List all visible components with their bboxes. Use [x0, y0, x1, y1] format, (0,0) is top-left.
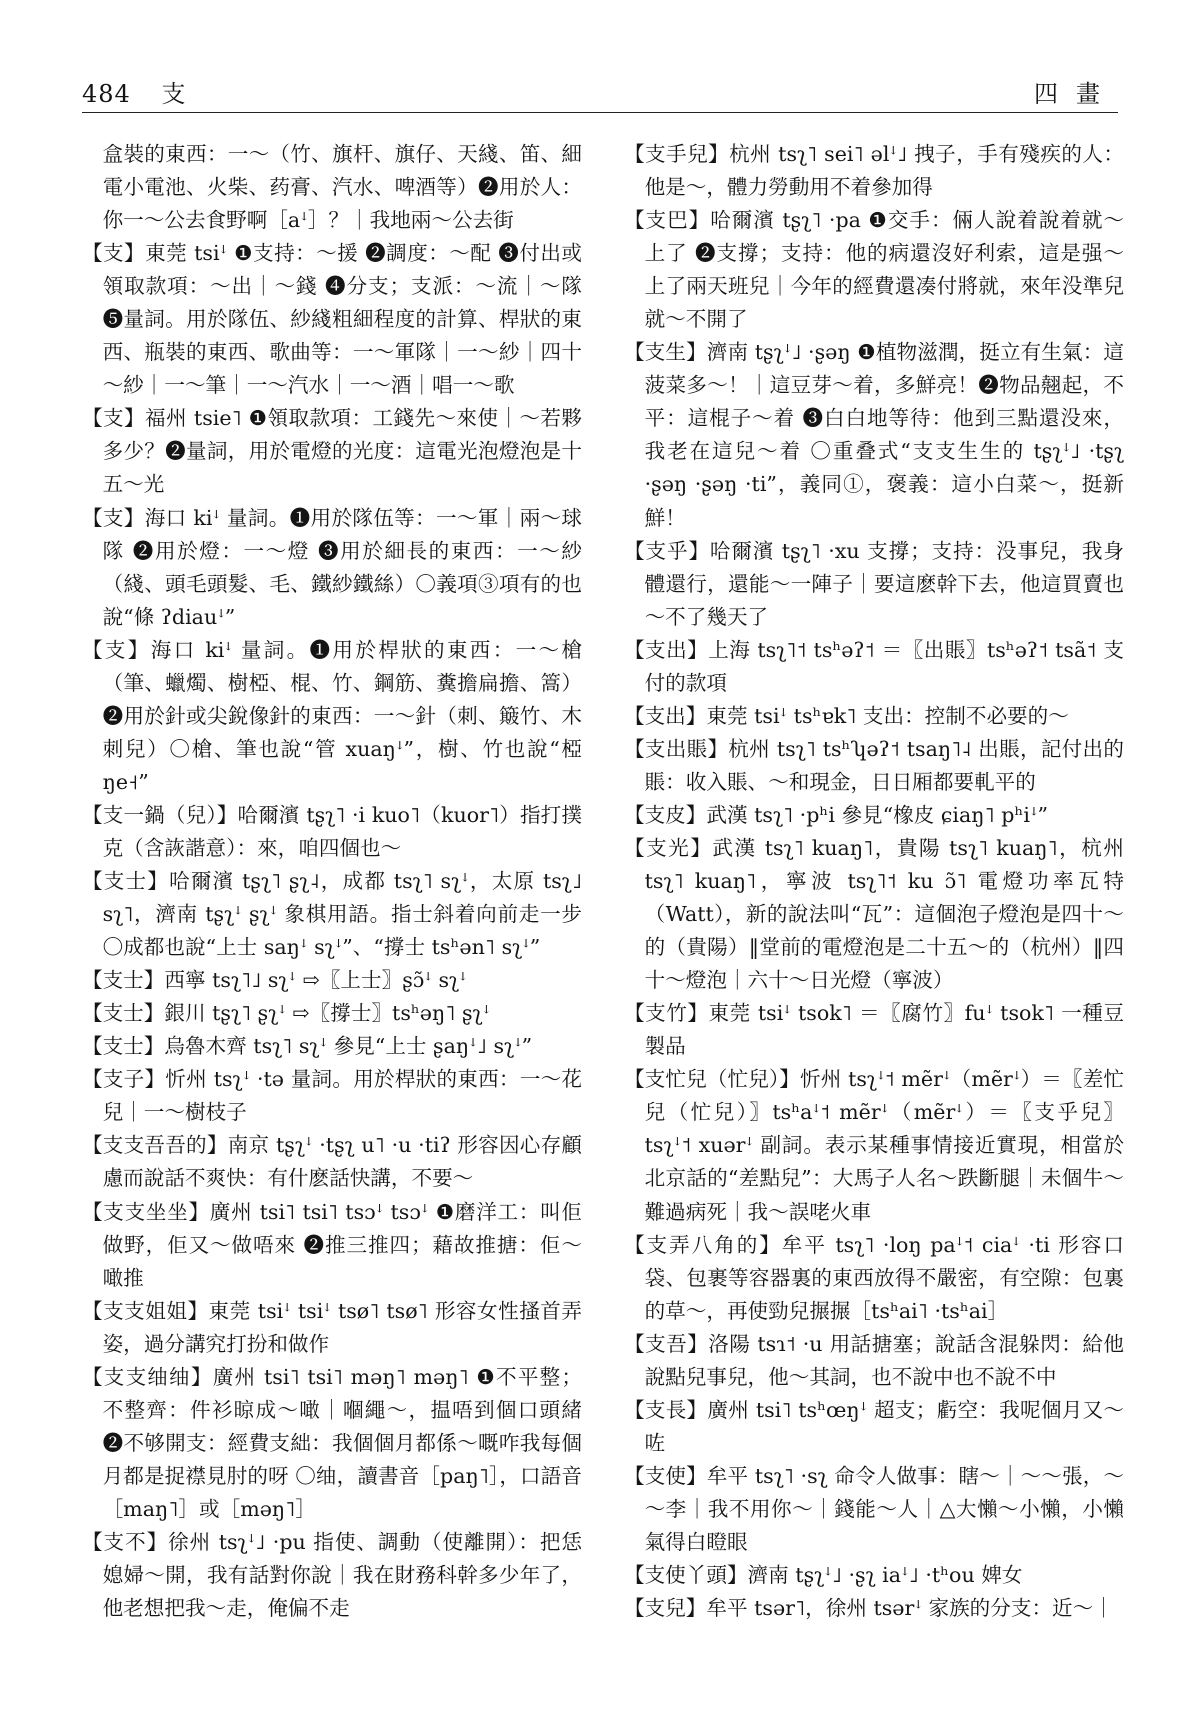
dictionary-entry: 【支不】徐州 tsʅꜜ˩ ·pu 指使、調動（使離開）：把恁媳婦～開，我有話對你說｜我在財務科幹多少年了，他老想把我～走，俺偏不走 — [82, 1529, 582, 1621]
dictionary-entry: 【支支吾吾的】南京 tʂʅꜜ ·tʂʅ u˥ ·u ·tiʔ 形容因心存顧慮而說話不爽快：有什麽話快講，不要～ — [82, 1133, 582, 1191]
dictionary-entry: 【支光】武漢 tsʅ˥ kuaŋ˥，貴陽 tsʅ˥ kuaŋ˥，杭州 tsʅ˥ kuaŋ˥，寧波 tsʅ˥˦ ku ɔ̃˥ 電燈功率瓦特（Watt），新的說法叫“瓦”：這個泡子燈泡是四十～的（貴陽）‖堂前的電燈泡是二十五～的（杭州）‖四十～燈泡｜六十～日光燈（寧波） — [624, 835, 1124, 993]
dictionary-entry: 【支皮】武漢 tsʅ˥ ·pʰi 參見“橡皮 ɕiaŋ˥ pʰiꜜ” — [624, 802, 1049, 827]
dictionary-entry: 【支乎】哈爾濱 tʂʅ˥ ·xu 支撐；支持：没事兒，我身體還行，還能～一陣子｜要這麽幹下去，他這買賣也～不了幾天了 — [624, 538, 1124, 629]
page-number: 484 — [82, 80, 131, 108]
header-rule — [82, 112, 1118, 113]
running-headword: 支 — [161, 80, 187, 108]
dictionary-entry: 【支出賬】杭州 tsʅ˥ tsʰʮəʔ˦ tsaŋ˥˨ 出賬，記付出的賬：收入賬、～和現金，日日厢都要軋平的 — [624, 736, 1124, 794]
dictionary-entry: 【支士】西寧 tsʅ˥˩ sʅꜜ ⇨〖上士〗ʂɔ̃ꜜ sʅꜜ — [82, 968, 467, 993]
dictionary-entry: 【支子】忻州 tsʅꜜ ·tə 量詞。用於桿狀的東西：一～花兒｜一～樹枝子 — [82, 1067, 582, 1125]
dictionary-entry: 【支生】濟南 tʂʅꜜ˩ ·ʂəŋ ❶植物滋潤，挺立有生氣：這菠菜多～！｜這豆芽～着，多鮮亮！❷物品翹起，不平：這棍子～着 ❸白白地等待：他到三點還没來，我老在這兒～着 〇重叠式“支支生生的 tʂʅꜜ˩ ·tʂʅ ·ʂəŋ ·ʂəŋ ·ti”，義同①，褒義：這小白菜～，挺新鮮！ — [624, 340, 1124, 530]
dictionary-entry: 【支】海口 kiꜜ 量詞。❶用於桿狀的東西：一～槍（筆、蠟燭、樹椏、棍、竹、鋼筋、糞擔扁擔、篙）❷用於針或尖銳像針的東西：一～針（刺、簸竹、木刺兒）〇槍、筆也說“管 xuaŋꜜ”，樹、竹也說“椏 ŋe˧” — [82, 637, 582, 794]
dictionary-entry: 【支竹】東莞 tsiꜜ tsok˥ ＝〖腐竹〗fuꜜ tsok˥ 一種豆製品 — [624, 1001, 1124, 1059]
left-column — [82, 138, 582, 1625]
dictionary-entry: 【支士】銀川 tʂʅ˥ ʂʅꜜ ⇨〖撐士〗tsʰəŋ˥ ʂʅꜜ — [82, 1001, 491, 1026]
dictionary-entry: 【支使丫頭】濟南 tʂʅꜜ˩ ·ʂʅ iaꜜ˩ ·tʰou 婢女 — [624, 1563, 1023, 1588]
dictionary-entry: 【支支姐姐】東莞 tsiꜜ tsiꜜ tsø˥ tsø˥ 形容女性搔首弄姿，過分講究打扮和做作 — [82, 1298, 582, 1356]
dictionary-entry: 【支兒】牟平 tsər˥，徐州 tsərꜜ 家族的分支：近～｜ — [624, 1596, 1114, 1621]
dictionary-entry: 【支士】烏魯木齊 tsʅ˥ sʅꜜ 參見“上士 ʂaŋꜜ˩ sʅꜜ” — [82, 1034, 533, 1059]
dictionary-entry: 【支支䌷䌷】廣州 tsi˥ tsi˥ məŋ˥ məŋ˥ ❶不平整；不整齊：件衫晾成～噉｜嗰繩～，揾唔到個口頭緒 ❷不够開支：經費支絀：我個個月都係～嘅咋我每個月都是捉襟見肘的呀 〇䌷，讀書音［paŋ˥］，口語音［maŋ˥］或［məŋ˥］ — [82, 1364, 582, 1521]
dictionary-entry: 【支長】廣州 tsi˥ tsʰœŋꜜ 超支；虧空：我呢個月又～咗 — [624, 1397, 1124, 1455]
dictionary-entry: 【支忙兒（忙兒）】忻州 tsʅꜜ˦ mẽrꜜ（mẽrꜜ）＝〖差忙兒（忙兒）〗tsʰaꜜ˦ mẽrꜜ（mẽrꜜ）＝〖支乎兒〗tsʅꜜ˦ xuərꜜ 副詞。表示某種事情接近實現，相當於北京話的“差點兒”：大馬子人名～跌斷腿｜未個牛～難過病死｜我～誤咾火車 — [624, 1067, 1124, 1224]
right-column — [624, 138, 1124, 1625]
dictionary-entry: 【支吾】洛陽 tsɿ˦ ·u 用話搪塞；說話含混躲閃：給他說點兒事兒，他～其詞，也不說中也不說不中 — [624, 1331, 1124, 1389]
dictionary-entry: 盒裝的東西：一～（竹、旗杆、旗仔、天綫、笛、細電小電池、火柴、药膏、汽水、啤酒等）❷用於人：你一～公去食野啊［aꜜ］？｜我地兩～公去街 — [102, 142, 582, 233]
dictionary-entry: 【支士】哈爾濱 tʂʅ˥ ʂʅ˨，成都 tsʅ˥ sʅꜜ，太原 tsʅ˩ sʅ˥，濟南 tʂʅꜜ ʂʅꜜ 象棋用語。指士斜着向前走一步 〇成都也說“上士 saŋꜜ sʅꜜ”、“撐士 tsʰən˥ sʅꜜ” — [82, 869, 582, 960]
dictionary-entry: 【支出】東莞 tsiꜜ tsʰɐk˥ 支出：控制不必要的～ — [624, 703, 1069, 728]
section-title: 四畫 — [1034, 80, 1118, 108]
page-header — [82, 74, 1118, 112]
dictionary-entry: 【支支坐坐】廣州 tsi˥ tsi˥ tsɔꜜ tsɔꜜ ❶磨洋工：叫佢做野，佢又～做唔來 ❷推三推四；藉故推搪：佢～噉推 — [82, 1199, 582, 1290]
dictionary-entry: 【支】福州 tsie˥ ❶領取款項：工錢先～來使｜～若夥多少？❷量詞，用於電燈的光度：這電光泡燈泡是十五～光 — [82, 406, 582, 497]
dictionary-entry: 【支】海口 kiꜜ 量詞。❶用於隊伍等：一～軍｜兩～球隊 ❷用於燈：一～燈 ❸用於細長的東西：一～紗（綫、頭毛頭髮、毛、鐵紗鐵絲）〇義項③項有的也說“條 ʔdiauꜜ” — [82, 505, 582, 629]
dictionary-entry: 【支一鍋（兒）】哈爾濱 tʂʅ˥ ·i kuo˥（kuor˥）指打撲克（含詼諧意）：來，咱四個也～ — [82, 802, 582, 860]
dictionary-entry: 【支弄八角的】牟平 tsʅ˥ ·loŋ paꜜ˦ ciaꜜ ·ti 形容口袋、包裹等容器裏的東西放得不嚴密，有空隙：包裏的草～，再使勁兒搌搌［tsʰai˥ ·tsʰai］ — [624, 1232, 1124, 1323]
dictionary-entry: 【支手兒】杭州 tsʅ˥ sei˥ əlꜜ˩ 拽子，手有殘疾的人：他是～，體力勞動用不着參加得 — [624, 142, 1124, 200]
dictionary-entry: 【支】東莞 tsiꜜ ❶支持：～援 ❷調度：～配 ❸付出或領取款項：～出｜～錢 ❹分支；支派：～流｜～隊 ❺量詞。用於隊伍、紗綫粗細程度的計算、桿狀的東西、瓶裝的東西、歌曲等：一～軍隊｜一～紗｜四十～紗｜一～筆｜一～汽水｜一～酒｜唱一～歌 — [82, 241, 582, 398]
dictionary-entry: 【支使】牟平 tsʅ˥ ·sʅ 命令人做事：瞎～｜～～張，～～李｜我不用你～｜錢能～人｜△大懶～小懶，小懶氣得白瞪眼 — [624, 1463, 1124, 1554]
dictionary-entry: 【支出】上海 tsʅ˥˦ tsʰəʔ˦ ＝〖出賬〗tsʰəʔ˦ tsã˦ 支付的款項 — [624, 637, 1124, 695]
header-left — [82, 74, 186, 109]
dictionary-entry: 【支巴】哈爾濱 tʂʅ˥ ·pa ❶交手：倆人說着說着就～上了 ❷支撐；支持：他的病還沒好利索，這是强～上了兩天班兒｜今年的經費還凑付將就，來年没準兒就～不開了 — [624, 208, 1124, 332]
